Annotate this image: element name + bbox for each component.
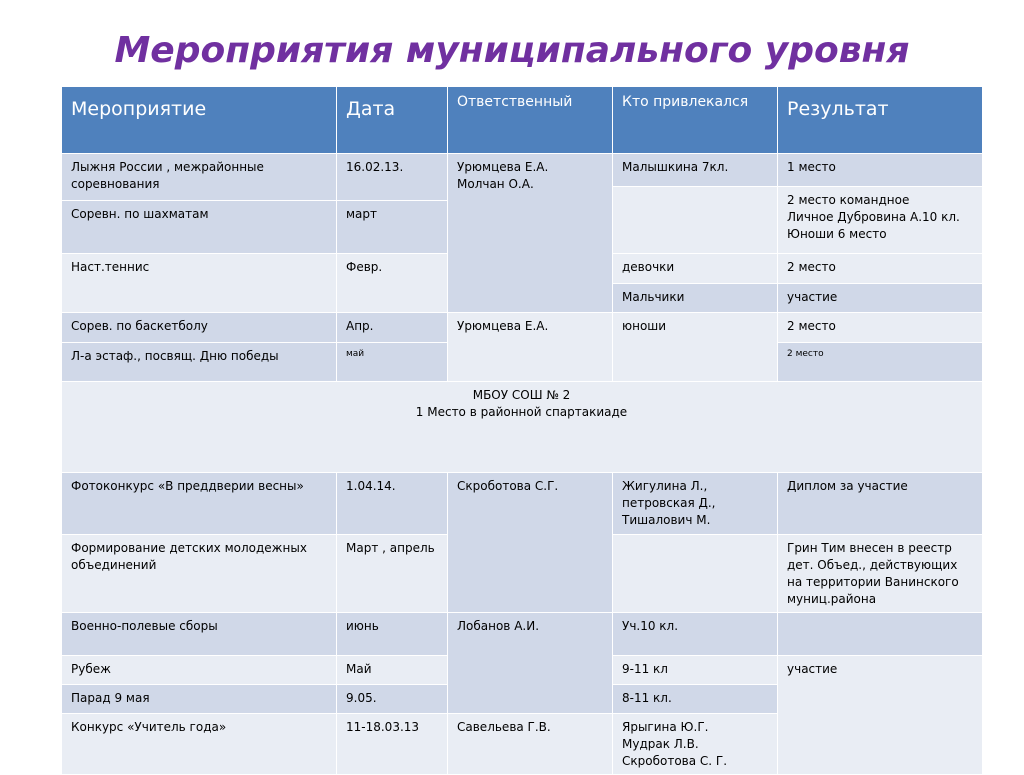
participants-cell: девочки [613,254,778,284]
event-cell: Рубеж [62,656,337,685]
responsible-text: Урюмцева Е.А. Молчан О.А. [457,160,549,191]
event-cell: Л-а эстаф., посвящ. Дню победы [62,343,337,382]
participants-cell [613,473,778,535]
date-cell: 16.02.13. [337,154,448,201]
participants-cell: 8-11 кл. [613,685,778,714]
table-row [62,613,983,656]
event-cell: Лыжня России , межрайонные соревнования [62,154,337,201]
result-text: 2 место командное Личное Дубровина А.10 кл. Юноши 6 место [787,193,960,241]
header-date: Дата [337,87,448,154]
date-cell: 11-18.03.13 [337,714,448,775]
table-row [62,473,983,535]
date-cell: май [337,343,448,382]
result-cell: участие [778,656,983,775]
participants-cell: Малышкина 7кл. [613,154,778,187]
date-cell: Апр. [337,313,448,343]
date-cell: Март , апрель [337,535,448,613]
result-cell [778,613,983,656]
event-cell: Сорев. по баскетболу [62,313,337,343]
table-header-row [62,87,983,154]
date-cell: июнь [337,613,448,656]
responsible-cell [448,154,613,313]
participants-cell [613,535,778,613]
header-participants: Кто привлекался [613,87,778,154]
events-table [61,86,983,775]
result-cell: 2 место [778,313,983,343]
date-cell: 9.05. [337,685,448,714]
date-cell: Май [337,656,448,685]
participants-cell: юноши [613,313,778,382]
header-result: Результат [778,87,983,154]
event-cell: Фотоконкурс «В преддверии весны» [62,473,337,535]
header-responsible: Ответственный [448,87,613,154]
result-cell: участие [778,284,983,313]
result-cell [778,187,983,254]
header-event: Мероприятие [62,87,337,154]
participants-text: Жигулина Л., петровская Д., Тишалович М. [622,479,716,527]
event-cell: Военно-полевые сборы [62,613,337,656]
participants-cell: Мальчики [613,284,778,313]
event-cell: Парад 9 мая [62,685,337,714]
responsible-cell: Скроботова С.Г. [448,473,613,613]
banner-line-2: 1 Место в районной спартакиаде [415,405,628,419]
result-cell: 2 место [778,254,983,284]
event-cell: Формирование детских молодежных объединений [62,535,337,613]
responsible-cell: Урюмцева Е.А. [448,313,613,382]
responsible-cell: Савельева Г.В. [448,714,613,775]
page-title: Мероприятия муниципального уровня [114,30,910,71]
event-cell: Соревн. по шахматам [62,201,337,254]
table-row [62,154,983,187]
date-cell: март [337,201,448,254]
table-row [62,313,983,343]
participants-text: Ярыгина Ю.Г. Мудрак Л.В. Скроботова С. Г. [622,720,728,768]
date-cell: Февр. [337,254,448,313]
date-cell: 1.04.14. [337,473,448,535]
result-cell: Грин Тим внесен в реестр дет. Объед., действующих на территории Ванинского муниц.района [778,535,983,613]
table-row [62,382,983,473]
event-cell: Конкурс «Учитель года» [62,714,337,775]
event-cell: Наст.теннис [62,254,337,313]
result-cell: 2 место [778,343,983,382]
banner-cell [62,382,983,473]
result-cell: Диплом за участие [778,473,983,535]
participants-cell: Уч.10 кл. [613,613,778,656]
result-cell: 1 место [778,154,983,187]
participants-cell [613,714,778,775]
participants-cell: 9-11 кл [613,656,778,685]
participants-cell [613,187,778,254]
responsible-cell: Лобанов А.И. [448,613,613,714]
banner-line-1: МБОУ СОШ № 2 [472,388,571,402]
